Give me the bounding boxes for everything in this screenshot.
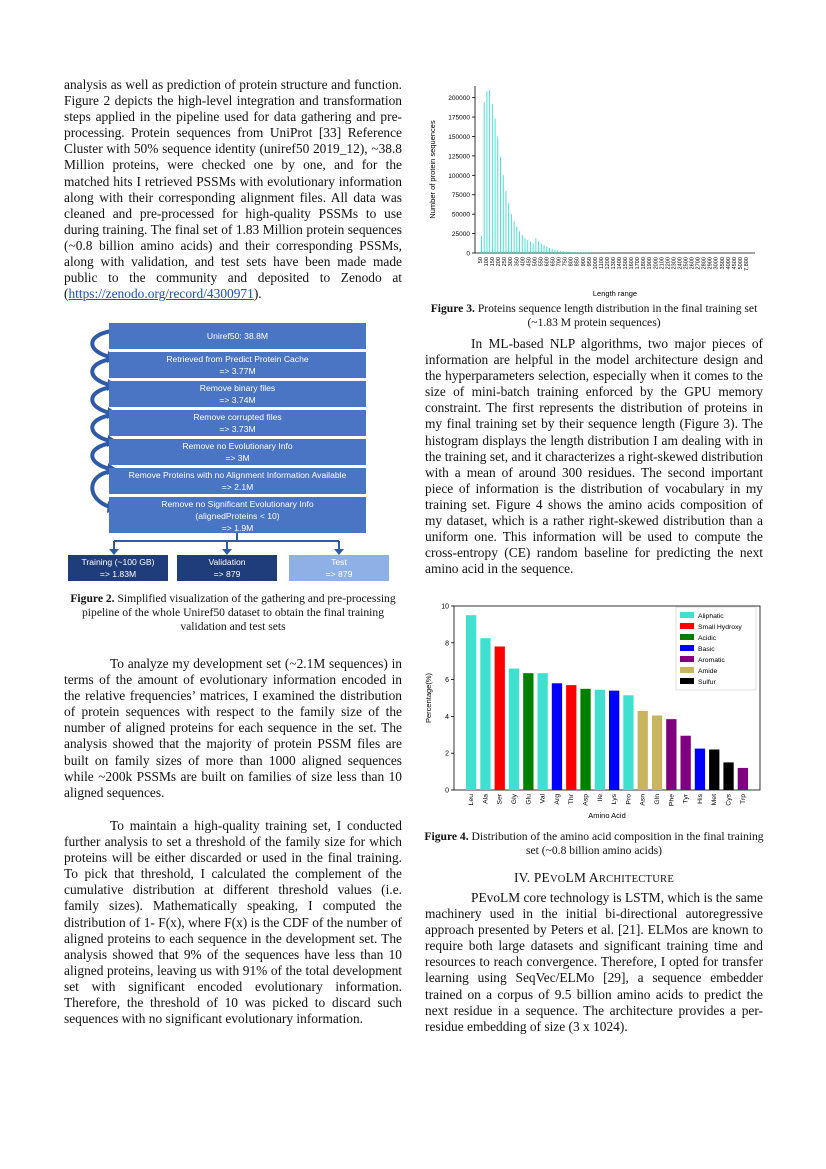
histogram-bar — [500, 157, 501, 253]
x-tick-label: 150 — [490, 257, 497, 267]
histogram-bar — [511, 214, 512, 253]
amino-acid-bar — [738, 768, 748, 790]
histogram-bar — [568, 252, 569, 253]
histogram-bar — [503, 175, 504, 253]
histogram-bar — [497, 136, 498, 253]
x-tick-label: 1500 — [623, 257, 630, 270]
x-tick-label: 400 — [520, 257, 527, 267]
x-tick-label: 1200 — [604, 257, 611, 270]
x-tick-label: Arg — [553, 794, 561, 805]
y-tick-label: 150000 — [448, 133, 470, 141]
x-tick-label: 1800 — [641, 257, 648, 270]
x-tick-label: 2600 — [689, 257, 696, 270]
x-tick-label: 1900 — [647, 257, 654, 270]
histogram-bar — [481, 236, 482, 253]
figure-4-chart — [422, 598, 767, 820]
amino-acid-bar — [523, 673, 533, 790]
amino-acid-bar — [623, 695, 633, 790]
amino-acid-bar — [580, 689, 590, 790]
histogram-bar — [522, 235, 523, 253]
y-axis-label: Number of protein sequences — [428, 120, 437, 219]
amino-acid-bar — [695, 749, 705, 790]
y-tick-label: 200000 — [448, 95, 470, 103]
x-tick-label: 3000 — [713, 257, 720, 270]
histogram-bar — [541, 244, 542, 253]
legend-swatch — [680, 667, 694, 673]
x-tick-label: 600 — [544, 257, 551, 267]
x-tick-label: Cys — [725, 794, 733, 806]
x-tick-label: Tyr — [682, 794, 690, 804]
pipeline-split-arrows — [64, 533, 402, 555]
pipeline-step-no-significant: Remove no Significant Evolutionary Info (alignedProteins < 10) => 1.9M — [109, 497, 366, 533]
x-tick-label: Ile — [596, 794, 604, 802]
amino-acid-bar — [638, 711, 648, 790]
legend-swatch — [680, 612, 694, 618]
histogram-bar — [560, 251, 561, 253]
x-tick-label: Pro — [625, 794, 633, 805]
amino-acid-bar — [466, 615, 476, 790]
x-tick-label: 850 — [574, 257, 581, 267]
histogram-bar — [571, 252, 572, 253]
legend-swatch — [680, 678, 694, 684]
histogram-bar — [582, 252, 583, 253]
histogram-bar — [495, 119, 496, 253]
histogram-bar — [552, 249, 553, 253]
x-tick-label: Asn — [639, 794, 647, 806]
x-tick-label: 200 — [496, 257, 503, 267]
histogram-bar — [557, 250, 558, 253]
x-tick-label: 2800 — [701, 257, 708, 270]
y-tick-label: 75000 — [451, 192, 470, 200]
x-tick-label: 1600 — [629, 257, 636, 270]
x-tick-label: 2400 — [677, 257, 684, 270]
pipeline-step-binary: Remove binary files => 3.74M — [109, 381, 366, 407]
x-tick-label: Gln — [654, 794, 662, 805]
pipeline-step-corrupted: Remove corrupted files => 3.73M — [109, 410, 366, 436]
y-tick-label: 2 — [445, 750, 449, 758]
y-tick-label: 6 — [445, 677, 449, 685]
amino-acid-bar — [609, 691, 619, 790]
x-tick-label: His — [696, 794, 704, 804]
y-tick-label: 4 — [445, 713, 449, 721]
y-tick-label: 0 — [466, 250, 470, 258]
legend-swatch — [680, 645, 694, 651]
histogram-bar — [565, 252, 566, 253]
x-tick-label: 2700 — [695, 257, 702, 270]
histogram-bar — [579, 252, 580, 253]
y-tick-label: 175000 — [448, 114, 470, 122]
y-axis-label: Percentage(%) — [424, 672, 433, 724]
histogram-bar — [486, 91, 487, 253]
figure-2-caption: Figure 2. Simplified visualization of the gathering and pre-processing pipeline of the whole Uniref50 dataset to obtain the final training validation and test sets — [70, 592, 396, 633]
histogram-bar — [492, 104, 493, 253]
x-axis-label: Length range — [592, 289, 638, 298]
figure-3-caption: Figure 3. Proteins sequence length distribution in the final training set (~1.83 M protein sequences) — [430, 302, 758, 329]
amino-acid-bar — [723, 762, 733, 790]
legend-label: Amide — [698, 668, 718, 675]
legend-label: Sulfur — [698, 679, 716, 686]
x-tick-label: Lys — [611, 794, 619, 805]
amino-acid-bar — [566, 685, 576, 790]
x-tick-label: 2200 — [665, 257, 672, 270]
histogram-bar — [505, 191, 506, 253]
histogram-bar — [563, 251, 564, 253]
amino-acid-bar — [652, 715, 662, 790]
y-tick-label: 10 — [441, 603, 449, 611]
x-tick-label: 1000 — [592, 257, 599, 270]
histogram-bar — [527, 240, 528, 253]
legend-label: Aromatic — [698, 657, 725, 664]
right-paragraph-2: PEvoLM core technology is LSTM, which is the same machinery used in the initial bi-directional autoregressive approach presented by Peters et al. [21]. ELMos are known to require both large datasets and significant training time and resources to reach convergence. Therefore, I opted for transfer learning using SeqVec/ELMo [29], a sequence embedder trained on a corpus of 9.5 billion amino acids to predict the next residue in a sequence. The architecture provides a per-residue embedding of size (3 x 1024). — [425, 890, 763, 1034]
legend-label: Acidic — [698, 635, 717, 642]
x-tick-label: Trp — [739, 794, 747, 804]
histogram-bar — [576, 252, 577, 253]
x-tick-label: 650 — [550, 257, 557, 267]
left-paragraph-2: To analyze my development set (~2.1M sequences) in terms of the amount of evolutionary information encoded in the relative frequencies’ matrices, I examined the distribution of protein sequences with respect to the family size of the number of aligned proteins for each sequence in the set. The analysis showed that the majority of protein PSSM files are built on family sizes of more than 1000 aligned sequences while ~200k PSSMs are built on families of size less than 10 aligned sequences. — [64, 656, 402, 800]
x-tick-label: 300 — [508, 257, 515, 267]
figure-4-caption: Figure 4. Distribution of the amino acid composition in the final training set (~0.8 billion amino acids) — [424, 830, 764, 857]
y-tick-label: 0 — [445, 787, 449, 795]
x-tick-label: 1300 — [610, 257, 617, 270]
x-tick-label: 1100 — [598, 257, 605, 270]
x-tick-label: 100 — [484, 257, 491, 267]
x-tick-label: 800 — [568, 257, 575, 267]
x-tick-label: 5000 — [737, 257, 744, 270]
x-tick-label: 750 — [562, 257, 569, 267]
legend-swatch — [680, 656, 694, 662]
output-test: Test => 879 — [289, 555, 389, 581]
legend-label: Aliphatic — [698, 613, 724, 620]
x-tick-label: Glu — [525, 794, 533, 805]
x-tick-label: 250 — [502, 257, 509, 267]
x-tick-label: Thr — [568, 794, 576, 805]
histogram-bar — [533, 244, 534, 253]
x-tick-label: 900 — [580, 257, 587, 267]
x-tick-label: Met — [711, 794, 719, 806]
output-validation: Validation => 879 — [177, 555, 277, 581]
x-tick-label: 3500 — [719, 257, 726, 270]
legend-swatch — [680, 623, 694, 629]
x-tick-label: 500 — [532, 257, 539, 267]
output-training: Training (~100 GB) => 1.83M — [68, 555, 168, 581]
histogram-bar — [514, 221, 515, 253]
x-tick-label: Asp — [582, 794, 590, 806]
x-tick-label: Phe — [668, 794, 676, 807]
amino-acid-bar — [538, 673, 548, 790]
x-tick-label: 2900 — [707, 257, 714, 270]
x-tick-label: Val — [539, 794, 547, 804]
x-tick-label: 4500 — [731, 257, 738, 270]
histogram-bar — [549, 248, 550, 253]
x-tick-label: 7,800 — [743, 257, 750, 271]
x-tick-label: Ser — [496, 794, 504, 805]
left-paragraph-3: To maintain a high-quality training set, I conducted further analysis to set a threshold of the family size for which proteins will be either discarded or used in the final training. To pick that threshold, I calculated the complement of the cumulative distribution at different threshold values (i.e. family sizes). Mathematically speaking, I computed the distribution of 1- F(x), where F(x) is the CDF of the number of aligned proteins to each sequence in the development set. The analysis showed that 9% of the sequences have less than 10 aligned proteins, leaving us with 91% of the total development set with significant encoded evolutionary information. Therefore, the threshold of 10 was picked to discard such sequences with no significant evolutionary information. — [64, 818, 402, 1027]
figure-3-chart — [425, 78, 765, 298]
x-tick-label: Leu — [468, 794, 476, 806]
histogram-bar — [489, 90, 490, 253]
histogram-bar — [544, 245, 545, 253]
section-heading: IV. PEVOLM ARCHITECTURE — [513, 870, 674, 885]
right-paragraph-1: In ML-based NLP algorithms, two major pieces of information are helpful in the model architecture design and the hyperparameters selection, especially when it comes to the size of mini-batch training enforced by the GPU memory constraint. The first represents the distribution of proteins in my final training set by their sequence length (Figure 3). The histogram displays the length distribution I am dealing with in the training set, and it characterizes a right-skewed distribution with a mean of around 300 residues. The second important piece of information is the distribution of vocabulary in my training set. Figure 4 shows the amino acids composition of my dataset, which is a rather right-skewed distribution than a uniform one. This information will be used to compute the cross-entropy (CE) random baseline for predicting the next amino acid in the sequence. — [425, 336, 763, 577]
x-tick-label: Ala — [482, 794, 490, 804]
x-tick-label: 2300 — [671, 257, 678, 270]
x-tick-label: 350 — [514, 257, 521, 267]
histogram-bar — [554, 250, 555, 253]
histogram-bar — [484, 102, 485, 253]
legend-label: Small Hydroxy — [698, 624, 742, 631]
pipeline-step-no-alignment: Remove Proteins with no Alignment Information Available => 2.1M — [109, 468, 366, 494]
x-tick-label: 2000 — [653, 257, 660, 270]
x-tick-label: 4000 — [725, 257, 732, 270]
amino-acid-bar — [666, 719, 676, 790]
x-tick-label: 450 — [526, 257, 533, 267]
figure-2 — [64, 318, 402, 586]
y-tick-label: 50000 — [451, 211, 470, 219]
amino-acid-bar — [552, 683, 562, 790]
histogram-bar — [573, 252, 574, 253]
x-tick-label: 950 — [586, 257, 593, 267]
amino-acid-bar — [480, 638, 490, 790]
amino-acid-bar — [709, 750, 719, 790]
amino-acid-bar — [495, 646, 505, 790]
x-tick-label: 2500 — [683, 257, 690, 270]
histogram-bar — [530, 241, 531, 253]
amino-acid-bar — [509, 669, 519, 790]
amino-acid-bar — [681, 736, 691, 790]
x-tick-label: 550 — [538, 257, 545, 267]
histogram-bar — [508, 203, 509, 253]
pipeline-step-no-evolutionary: Remove no Evolutionary Info => 3M — [109, 439, 366, 465]
y-tick-label: 8 — [445, 640, 449, 648]
legend-swatch — [680, 634, 694, 640]
x-tick-label: Gly — [511, 794, 519, 805]
y-tick-label: 100000 — [448, 172, 470, 180]
zenodo-link[interactable]: https://zenodo.org/record/4300971 — [68, 286, 254, 302]
legend-label: Basic — [698, 646, 715, 653]
y-tick-label: 25000 — [451, 231, 470, 239]
x-tick-label: 50 — [478, 257, 484, 264]
x-tick-label: 1700 — [635, 257, 642, 270]
pipeline-step-uniref50: Uniref50: 38.8M — [109, 323, 366, 349]
amino-acid-bar — [595, 690, 605, 790]
x-axis-label: Amino Acid — [588, 811, 626, 820]
histogram-bar — [546, 247, 547, 253]
histogram-bar — [525, 238, 526, 253]
histogram-bar — [516, 227, 517, 253]
left-paragraph-1: analysis as well as prediction of protein structure and function. Figure 2 depicts the high-level integration and transformation steps applied in the pipeline used for data gathering and pre-processing. Protein sequences from UniProt [33] Reference Cluster with 50% sequence identity (uniref50 2019_12), ~38.8 Million proteins, were checked one by one, and for the matched hits I retrieved PSSMs with evolutionary information along with their corresponding alignment files. All data was cleaned and pre-processed for high-quality PSSMs to use during training. The final set of 1.83 Million protein sequences (~0.8 billion amino acids) and their corresponding PSSMs, along with validation, and test sets have been made made public to the community and deposited to Zenodo at (https://zenodo.org/record/4300971). — [64, 77, 402, 302]
x-tick-label: 700 — [556, 257, 563, 267]
histogram-bar — [535, 238, 536, 253]
histogram-bar — [538, 241, 539, 253]
histogram-bar — [519, 231, 520, 253]
y-tick-label: 125000 — [448, 153, 470, 161]
x-tick-label: 2100 — [659, 257, 666, 270]
pipeline-step-retrieved: Retrieved from Predict Protein Cache => 3.77M — [109, 352, 366, 378]
x-tick-label: 1400 — [617, 257, 624, 270]
